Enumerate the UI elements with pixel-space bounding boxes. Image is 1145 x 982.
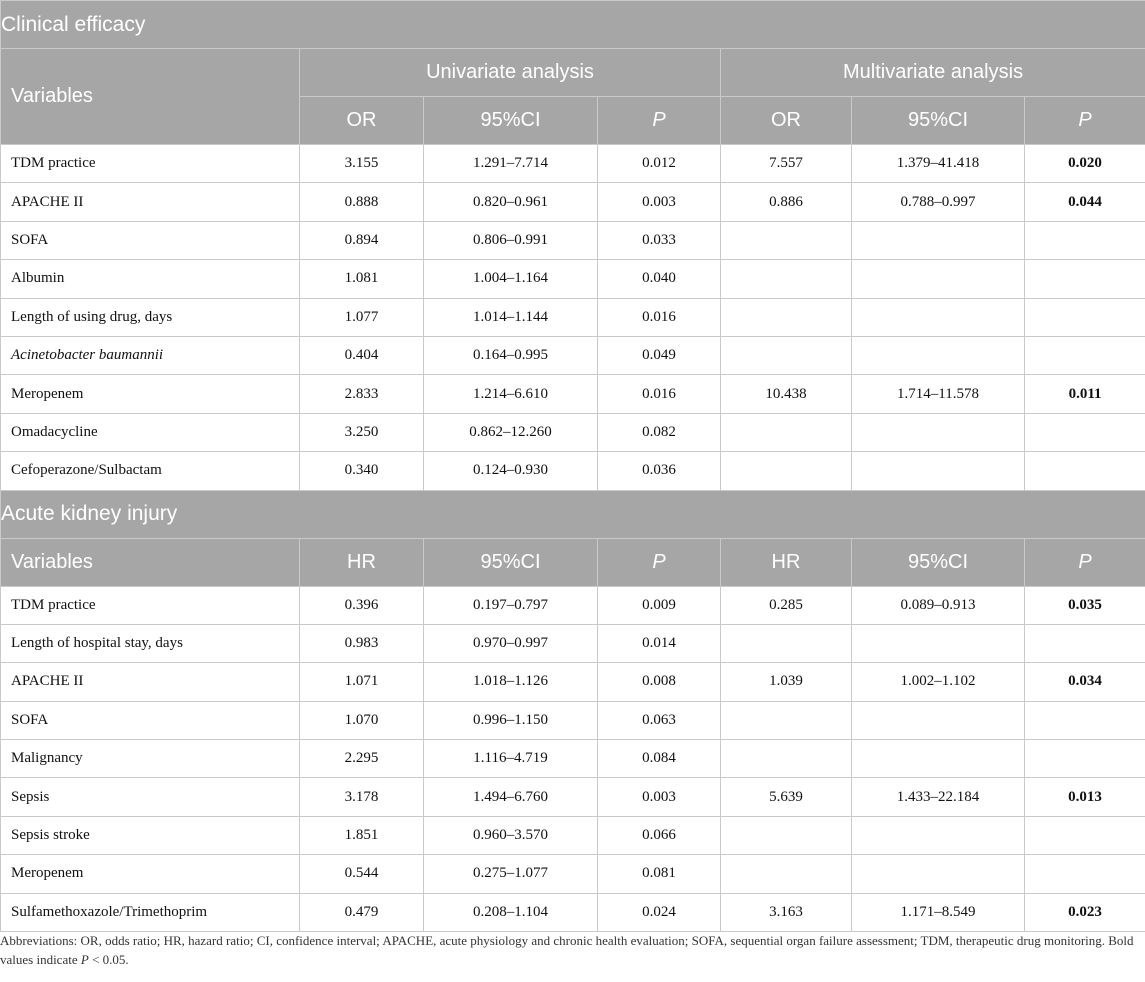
cell-u-est: 3.250 bbox=[300, 413, 424, 451]
col-header-p: P bbox=[1025, 538, 1145, 586]
row-variable: Albumin bbox=[1, 260, 300, 298]
cell-m-p bbox=[1025, 452, 1145, 490]
cell-m-ci: 1.171–8.549 bbox=[852, 893, 1025, 931]
cell-m-p bbox=[1025, 298, 1145, 336]
cell-u-ci: 0.820–0.961 bbox=[424, 183, 598, 221]
col-header-ci: 95%CI bbox=[852, 97, 1025, 145]
cell-m-ci: 1.002–1.102 bbox=[852, 663, 1025, 701]
cell-u-p: 0.066 bbox=[598, 816, 721, 854]
table-row bbox=[1, 183, 1145, 221]
table-row bbox=[1, 260, 1145, 298]
cell-m-ci: 0.788–0.997 bbox=[852, 183, 1025, 221]
cell-m-est bbox=[721, 413, 852, 451]
table-row bbox=[1, 413, 1145, 451]
row-variable: APACHE II bbox=[1, 183, 300, 221]
col-header-or: OR bbox=[721, 97, 852, 145]
cell-u-est: 3.178 bbox=[300, 778, 424, 816]
row-variable: Malignancy bbox=[1, 740, 300, 778]
table-row bbox=[1, 221, 1145, 259]
row-variable: Meropenem bbox=[1, 375, 300, 413]
table-row bbox=[1, 336, 1145, 374]
table-footnote bbox=[0, 931, 1140, 969]
cell-m-ci: 1.433–22.184 bbox=[852, 778, 1025, 816]
cell-u-ci: 1.214–6.610 bbox=[424, 375, 598, 413]
cell-m-ci bbox=[852, 740, 1025, 778]
cell-u-est: 2.295 bbox=[300, 740, 424, 778]
col-header-hr: HR bbox=[300, 538, 424, 586]
col-header-or: OR bbox=[300, 97, 424, 145]
cell-m-p bbox=[1025, 336, 1145, 374]
cell-u-ci: 0.197–0.797 bbox=[424, 586, 598, 624]
cell-m-est: 3.163 bbox=[721, 893, 852, 931]
row-variable: Sepsis bbox=[1, 778, 300, 816]
col-header-hr: HR bbox=[721, 538, 852, 586]
table-row bbox=[1, 893, 1145, 931]
cell-u-est: 2.833 bbox=[300, 375, 424, 413]
cell-m-ci bbox=[852, 260, 1025, 298]
table-row bbox=[1, 624, 1145, 662]
footnote-text: Abbreviations: OR, odds ratio; HR, hazard ratio; CI, confidence interval; APACHE, acute physiology and chronic health evaluation; SOFA, sequential organ failure assessment; TDM, therapeutic drug monitoring. Bold values indicate bbox=[0, 933, 1134, 967]
col-header-p: P bbox=[1025, 97, 1145, 145]
cell-m-ci: 1.714–11.578 bbox=[852, 375, 1025, 413]
cell-u-p: 0.040 bbox=[598, 260, 721, 298]
cell-m-ci bbox=[852, 413, 1025, 451]
cell-m-p: 0.035 bbox=[1025, 586, 1145, 624]
cell-u-est: 1.081 bbox=[300, 260, 424, 298]
cell-m-est: 0.285 bbox=[721, 586, 852, 624]
table-row bbox=[1, 855, 1145, 893]
cell-m-est bbox=[721, 452, 852, 490]
row-variable: Meropenem bbox=[1, 855, 300, 893]
table-row bbox=[1, 816, 1145, 854]
cell-m-est bbox=[721, 298, 852, 336]
table-row bbox=[1, 740, 1145, 778]
cell-u-ci: 0.996–1.150 bbox=[424, 701, 598, 739]
cell-m-est: 0.886 bbox=[721, 183, 852, 221]
cell-m-est: 5.639 bbox=[721, 778, 852, 816]
row-variable: TDM practice bbox=[1, 586, 300, 624]
cell-u-p: 0.084 bbox=[598, 740, 721, 778]
cell-u-est: 1.071 bbox=[300, 663, 424, 701]
row-variable: Omadacycline bbox=[1, 413, 300, 451]
variables-header: Variables bbox=[1, 49, 300, 145]
table-row bbox=[1, 375, 1145, 413]
row-variable: SOFA bbox=[1, 221, 300, 259]
cell-m-p bbox=[1025, 816, 1145, 854]
cell-u-p: 0.009 bbox=[598, 586, 721, 624]
cell-m-p bbox=[1025, 221, 1145, 259]
variables-header: Variables bbox=[1, 538, 300, 586]
cell-m-ci bbox=[852, 701, 1025, 739]
section-clinical-efficacy bbox=[1, 1, 1145, 145]
cell-u-ci: 0.275–1.077 bbox=[424, 855, 598, 893]
cell-u-ci: 1.018–1.126 bbox=[424, 663, 598, 701]
cell-m-est bbox=[721, 816, 852, 854]
col-header-ci: 95%CI bbox=[424, 97, 598, 145]
cell-u-est: 1.077 bbox=[300, 298, 424, 336]
cell-u-est: 1.851 bbox=[300, 816, 424, 854]
section-title: Acute kidney injury bbox=[1, 490, 1145, 538]
cell-m-est bbox=[721, 855, 852, 893]
cell-m-p: 0.034 bbox=[1025, 663, 1145, 701]
cell-m-p: 0.023 bbox=[1025, 893, 1145, 931]
cell-m-ci bbox=[852, 855, 1025, 893]
cell-m-p: 0.013 bbox=[1025, 778, 1145, 816]
cell-u-p: 0.016 bbox=[598, 375, 721, 413]
cell-u-est: 0.340 bbox=[300, 452, 424, 490]
cell-u-p: 0.081 bbox=[598, 855, 721, 893]
footnote-p-symbol: P bbox=[80, 952, 89, 967]
row-variable: Acinetobacter baumannii bbox=[1, 336, 300, 374]
table-row bbox=[1, 701, 1145, 739]
cell-m-ci bbox=[852, 221, 1025, 259]
cell-m-est bbox=[721, 336, 852, 374]
col-header-ci: 95%CI bbox=[852, 538, 1025, 586]
cell-m-p bbox=[1025, 413, 1145, 451]
table-row bbox=[1, 452, 1145, 490]
cell-u-p: 0.012 bbox=[598, 145, 721, 183]
cell-m-p: 0.011 bbox=[1025, 375, 1145, 413]
cell-u-p: 0.024 bbox=[598, 893, 721, 931]
section-acute-kidney-injury bbox=[1, 490, 1145, 586]
cell-m-p: 0.044 bbox=[1025, 183, 1145, 221]
row-variable: SOFA bbox=[1, 701, 300, 739]
table-row bbox=[1, 145, 1145, 183]
cell-u-p: 0.036 bbox=[598, 452, 721, 490]
cell-m-est: 7.557 bbox=[721, 145, 852, 183]
cell-u-p: 0.082 bbox=[598, 413, 721, 451]
section-title: Clinical efficacy bbox=[1, 1, 1145, 49]
cell-u-ci: 1.291–7.714 bbox=[424, 145, 598, 183]
cell-u-p: 0.008 bbox=[598, 663, 721, 701]
cell-u-est: 0.544 bbox=[300, 855, 424, 893]
row-variable: TDM practice bbox=[1, 145, 300, 183]
cell-u-est: 0.888 bbox=[300, 183, 424, 221]
cell-m-p bbox=[1025, 855, 1145, 893]
univariate-header: Univariate analysis bbox=[300, 49, 721, 97]
table-row bbox=[1, 663, 1145, 701]
cell-u-ci: 0.970–0.997 bbox=[424, 624, 598, 662]
cell-m-p bbox=[1025, 260, 1145, 298]
cell-u-p: 0.016 bbox=[598, 298, 721, 336]
cell-m-est bbox=[721, 740, 852, 778]
row-variable: Cefoperazone/Sulbactam bbox=[1, 452, 300, 490]
cell-u-est: 0.479 bbox=[300, 893, 424, 931]
cell-m-ci bbox=[852, 452, 1025, 490]
section-clinical-efficacy-rows bbox=[1, 145, 1145, 491]
cell-m-est bbox=[721, 624, 852, 662]
cell-u-p: 0.033 bbox=[598, 221, 721, 259]
col-header-p: P bbox=[598, 97, 721, 145]
cell-u-ci: 1.004–1.164 bbox=[424, 260, 598, 298]
cell-u-p: 0.049 bbox=[598, 336, 721, 374]
cell-m-est bbox=[721, 221, 852, 259]
cell-u-est: 0.396 bbox=[300, 586, 424, 624]
cell-u-ci: 0.208–1.104 bbox=[424, 893, 598, 931]
cell-m-p bbox=[1025, 624, 1145, 662]
cell-u-p: 0.063 bbox=[598, 701, 721, 739]
table-row bbox=[1, 778, 1145, 816]
row-variable: Sepsis stroke bbox=[1, 816, 300, 854]
cell-u-p: 0.014 bbox=[598, 624, 721, 662]
cell-u-ci: 0.806–0.991 bbox=[424, 221, 598, 259]
cell-m-ci bbox=[852, 298, 1025, 336]
cell-u-p: 0.003 bbox=[598, 183, 721, 221]
cell-u-ci: 0.960–3.570 bbox=[424, 816, 598, 854]
cell-m-est bbox=[721, 260, 852, 298]
cell-m-ci bbox=[852, 336, 1025, 374]
footnote-threshold: < 0.05. bbox=[88, 952, 129, 967]
cell-m-ci bbox=[852, 624, 1025, 662]
multivariate-header: Multivariate analysis bbox=[721, 49, 1145, 97]
row-variable: Length of using drug, days bbox=[1, 298, 300, 336]
cell-u-ci: 1.116–4.719 bbox=[424, 740, 598, 778]
cell-m-est bbox=[721, 701, 852, 739]
cell-u-est: 1.070 bbox=[300, 701, 424, 739]
col-header-p: P bbox=[598, 538, 721, 586]
cell-u-ci: 0.862–12.260 bbox=[424, 413, 598, 451]
cell-m-ci bbox=[852, 816, 1025, 854]
row-variable: APACHE II bbox=[1, 663, 300, 701]
cell-u-ci: 1.014–1.144 bbox=[424, 298, 598, 336]
cell-m-est: 10.438 bbox=[721, 375, 852, 413]
table-row bbox=[1, 298, 1145, 336]
cell-m-p bbox=[1025, 740, 1145, 778]
row-variable: Sulfamethoxazole/Trimethoprim bbox=[1, 893, 300, 931]
cell-m-p bbox=[1025, 701, 1145, 739]
cell-m-p: 0.020 bbox=[1025, 145, 1145, 183]
cell-u-est: 0.983 bbox=[300, 624, 424, 662]
row-variable: Length of hospital stay, days bbox=[1, 624, 300, 662]
cell-u-est: 0.894 bbox=[300, 221, 424, 259]
cell-m-ci: 0.089–0.913 bbox=[852, 586, 1025, 624]
cell-m-est: 1.039 bbox=[721, 663, 852, 701]
table-row bbox=[1, 586, 1145, 624]
cell-m-ci: 1.379–41.418 bbox=[852, 145, 1025, 183]
section-acute-kidney-injury-rows bbox=[1, 586, 1145, 932]
cell-u-ci: 0.124–0.930 bbox=[424, 452, 598, 490]
cell-u-est: 0.404 bbox=[300, 336, 424, 374]
cell-u-ci: 1.494–6.760 bbox=[424, 778, 598, 816]
cell-u-p: 0.003 bbox=[598, 778, 721, 816]
col-header-ci: 95%CI bbox=[424, 538, 598, 586]
cell-u-ci: 0.164–0.995 bbox=[424, 336, 598, 374]
cell-u-est: 3.155 bbox=[300, 145, 424, 183]
